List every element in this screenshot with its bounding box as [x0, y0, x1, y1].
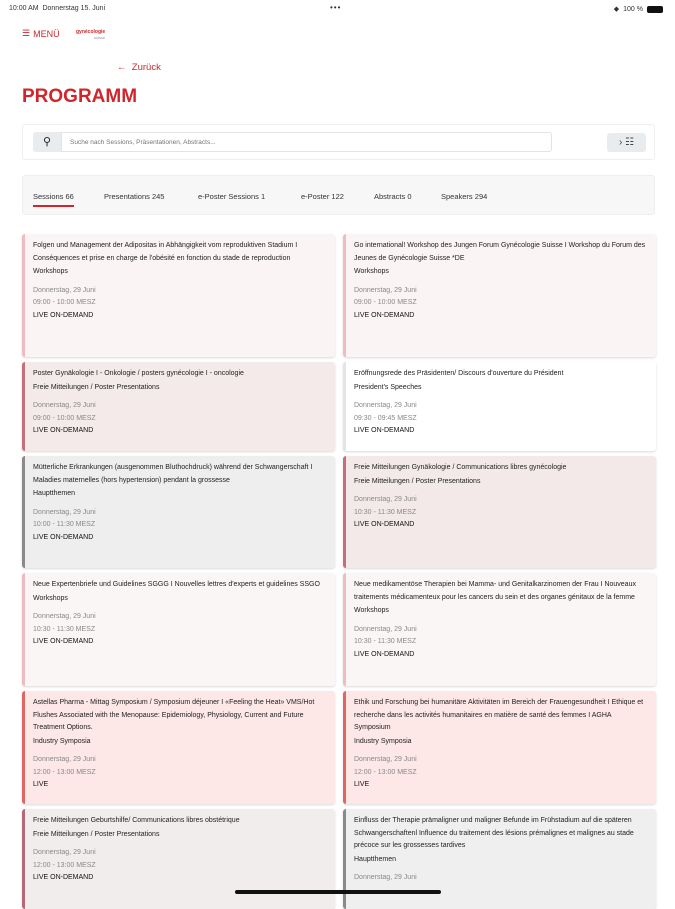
session-type: Hauptthemen — [354, 855, 397, 863]
session-time: 09:00 - 10:00 MESZ — [33, 414, 96, 422]
session-title: Folgen und Management der Adipositas in Abhängigkeit vom reproduktiven Stadium I Conséquences et prise en charge de l'obésité en fonction du stade de reproduction — [33, 242, 298, 262]
tab-eposter[interactable]: e-Poster 122 — [301, 192, 344, 201]
session-date: Donnerstag, 29 Juni — [354, 756, 417, 763]
session-title: Astellas Pharma - Mittag Symposium / Symposium déjeuner I «Feeling the Heat» VMS/Hot Flushes Associated with the Menopause: Epidemiology, Physiology, Current and Future Treatment Options. — [33, 699, 315, 731]
page-title: PROGRAMM — [22, 86, 138, 107]
session-date: Donnerstag, 29 Juni — [33, 613, 96, 620]
status-bar — [0, 0, 675, 18]
tab-sessions[interactable]: Sessions 66 — [33, 192, 74, 207]
status-time-date — [9, 5, 105, 12]
session-date: Donnerstag, 29 Juni — [33, 286, 96, 294]
wifi-icon: ◆ — [613, 6, 620, 13]
session-time: 09:30 - 09:45 MESZ — [354, 414, 417, 422]
session-title: Ethik und Forschung bei humanitäre Aktivitäten im Bereich der Frauengesundheit I Ethique et recherche dans les activités humanitaires en matière de santé des femmes I AGHA Symposium — [354, 699, 644, 731]
back-label: Zurück — [131, 62, 161, 73]
session-card[interactable] — [22, 362, 335, 451]
session-time: 12:00 - 13:00 MESZ — [33, 768, 96, 776]
session-tags: LIVE ON-DEMAND — [354, 650, 415, 658]
session-title: Neue medikamentöse Therapien bei Mamma- und Genitalkarzinomen der Frau I Nouveaux traitements médicamenteux pour les cancers du sein et des organes génitaux de la femme — [354, 581, 636, 601]
session-time: 09:00 - 10:00 MESZ — [33, 299, 96, 306]
session-tags: LIVE ON-DEMAND — [354, 521, 415, 528]
session-tags: LIVE ON-DEMAND — [354, 427, 415, 434]
session-title: Freie Mitteilungen Gynäkologie / Communications libres gynécologie — [354, 464, 567, 471]
session-title: Go international! Workshop des Jungen Forum Gynécologie Suisse I Workshop du Forum des Jeunes de Gynécologie Suisse *DE — [354, 242, 646, 262]
search-icon[interactable]: ⚲ — [33, 132, 61, 152]
session-date: Donnerstag, 29 Juni — [354, 625, 417, 633]
home-indicator[interactable] — [235, 890, 441, 894]
session-type: Freie Mitteilungen / Poster Presentations — [33, 830, 160, 838]
session-type: Workshops — [33, 594, 68, 602]
tab-eposter-sessions[interactable]: e-Poster Sessions 1 — [198, 192, 266, 201]
session-tags: LIVE — [354, 781, 370, 788]
status-time: 10:00 AM — [9, 5, 39, 12]
back-link[interactable] — [117, 62, 161, 73]
session-card[interactable] — [22, 573, 335, 686]
session-time: 09:00 - 10:00 MESZ — [354, 299, 417, 306]
session-card[interactable] — [343, 691, 656, 804]
session-time: 10:30 - 11:30 MESZ — [33, 625, 96, 633]
session-type: Workshops — [354, 607, 389, 614]
menu-button[interactable] — [22, 28, 60, 39]
session-time: 10:00 - 11:30 MESZ — [33, 521, 96, 528]
logo[interactable] — [76, 29, 105, 41]
tab-bar — [22, 175, 655, 215]
session-date: Donnerstag, 29 Juni — [354, 496, 417, 503]
session-title: Neue Expertenbriefe und Guidelines SGGG I Nouvelles lettres d'experts et guidelines SSGO — [33, 581, 320, 588]
session-type: Workshops — [354, 268, 389, 275]
session-card[interactable] — [22, 456, 335, 568]
session-card[interactable] — [22, 234, 335, 357]
session-card[interactable] — [343, 456, 656, 568]
session-card[interactable] — [343, 809, 656, 909]
session-card[interactable] — [343, 234, 656, 357]
filter-sliders-icon: ☷ — [625, 137, 635, 148]
session-time: 12:00 - 13:00 MESZ — [354, 768, 417, 776]
session-tags: LIVE ON-DEMAND — [33, 638, 94, 645]
session-type: Freie Mitteilungen / Poster Presentations — [354, 477, 481, 485]
session-date: Donnerstag, 29 Juni — [354, 286, 417, 294]
battery-level: 100 % — [623, 5, 643, 13]
session-tags: LIVE ON-DEMAND — [354, 311, 415, 319]
logo-text: gynécologie — [76, 29, 106, 35]
session-type: Industry Symposia — [33, 737, 91, 745]
chevron-right-icon: › — [618, 137, 623, 148]
battery-icon — [647, 6, 663, 13]
session-type: Freie Mitteilungen / Poster Presentations — [33, 383, 160, 391]
session-time: 12:00 - 13:00 MESZ — [33, 861, 96, 869]
session-card[interactable] — [22, 691, 335, 804]
session-tags: LIVE ON-DEMAND — [33, 311, 94, 319]
session-card[interactable] — [343, 573, 656, 686]
filter-toggle-button[interactable] — [607, 133, 646, 152]
session-type: President's Speeches — [354, 383, 422, 391]
session-type: Hauptthemen — [33, 490, 76, 497]
logo-subtext: suisse — [93, 35, 106, 40]
session-tags: LIVE — [33, 781, 49, 788]
session-title: Poster Gynäkologie I - Onkologie / posters gynécologie I - oncologie — [33, 370, 244, 377]
session-date: Donnerstag, 29 Juni — [33, 508, 96, 516]
search-input[interactable] — [61, 132, 552, 152]
session-date: Donnerstag, 29 Juni — [354, 402, 417, 409]
session-card[interactable] — [343, 362, 656, 451]
multitask-dots[interactable]: ••• — [330, 3, 342, 12]
session-type: Workshops — [33, 268, 68, 275]
session-date: Donnerstag, 29 Juni — [33, 756, 96, 763]
tab-abstracts[interactable]: Abstracts 0 — [374, 192, 412, 201]
arrow-left-icon: ← — [117, 62, 127, 73]
session-tags: LIVE ON-DEMAND — [33, 427, 94, 434]
search-panel — [22, 124, 655, 160]
session-title: Mütterliche Erkrankungen (ausgenommen Bluthochdruck) während der Schwangerschaft I Maladies maternelles (hors hypertension) pendant la grossesse — [33, 464, 313, 484]
session-date: Donnerstag, 29 Juni — [33, 402, 96, 409]
session-card[interactable] — [22, 809, 335, 909]
session-title: Eröffnungsrede des Präsidenten/ Discours d'ouverture du Président — [354, 370, 564, 377]
session-list — [22, 234, 656, 909]
session-title: Einfluss der Therapie prämaligner und maligner Befunde im Frühstadium auf die späteren Schwangerschaftenl Influence du traitement des lésions prémalignes et malignes au stade précoce sur les grossesses tardives — [354, 817, 634, 849]
tab-speakers[interactable]: Speakers 294 — [441, 192, 488, 201]
session-time: 10:30 - 11:30 MESZ — [354, 508, 417, 516]
session-date: Donnerstag, 29 Juni — [33, 849, 96, 856]
menu-label: MENÜ — [33, 28, 60, 39]
session-tags: LIVE ON-DEMAND — [33, 874, 94, 881]
session-time: 10:30 - 11:30 MESZ — [354, 638, 417, 645]
status-date: Donnerstag 15. Juni — [42, 5, 106, 12]
hamburger-icon: ☰ — [22, 28, 31, 38]
session-type: Industry Symposia — [354, 737, 412, 745]
session-date: Donnerstag, 29 Juni — [354, 874, 417, 881]
session-title: Freie Mitteilungen Geburtshilfe/ Communications libres obstétrique — [33, 817, 240, 824]
session-tags: LIVE ON-DEMAND — [33, 533, 94, 541]
tab-presentations[interactable]: Presentations 245 — [104, 192, 165, 201]
